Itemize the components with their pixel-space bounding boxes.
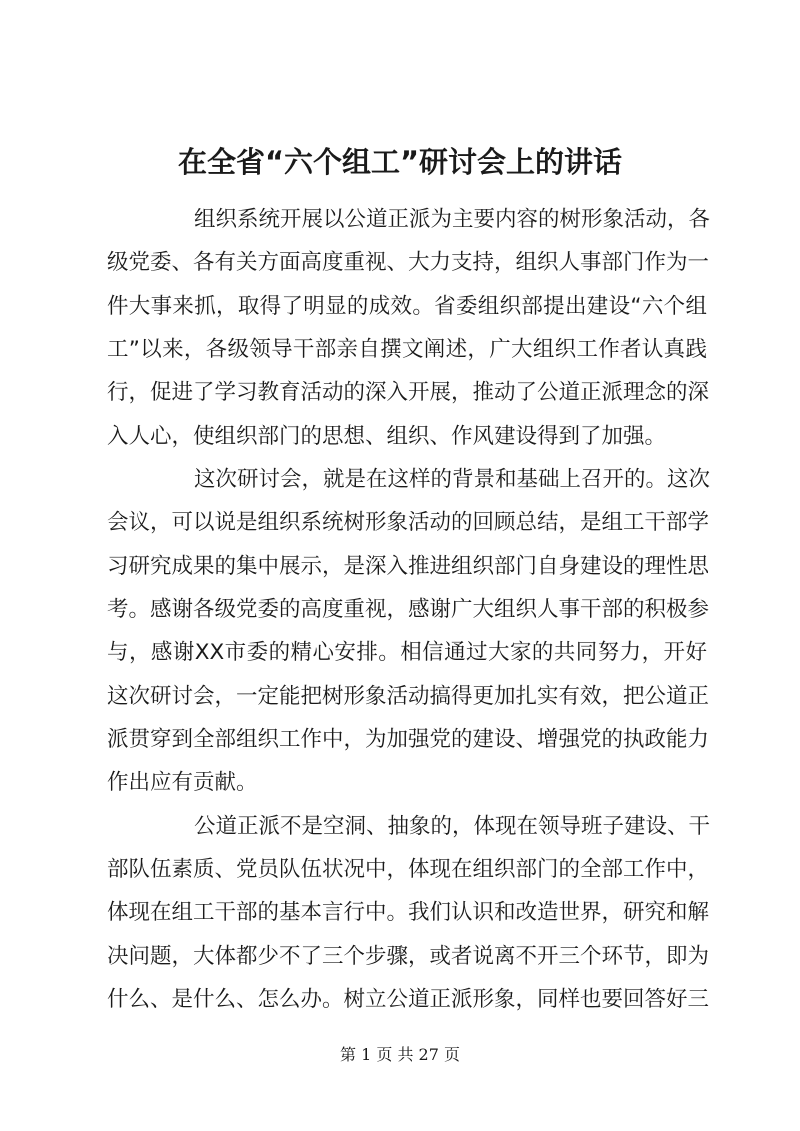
paragraph-2-line-5: 与，感谢XX市委的精心安排。相信通过大家的共同努力，开好 [107, 640, 707, 665]
paragraph-3-line-3: 体现在组工干部的基本言行中。我们认识和改造世界，研究和解 [107, 900, 710, 925]
paragraph-1-line-2: 级党委、各有关方面高度重视、大力支持，组织人事部门作为一 [107, 250, 710, 275]
paragraph-2-line-4: 考。感谢各级党委的高度重视，感谢广大组织人事干部的积极参 [107, 597, 710, 622]
document-title: 在全省“六个组工”研讨会上的讲话 [177, 145, 623, 179]
paragraph-2-line-1: 这次研讨会，就是在这样的背景和基础上召开的。这次 [194, 467, 711, 492]
paragraph-2-line-6: 这次研讨会，一定能把树形象活动搞得更加扎实有效，把公道正 [107, 684, 710, 709]
paragraph-3-line-2: 部队伍素质、党员队伍状况中，体现在组织部门的全部工作中， [107, 857, 710, 882]
paragraph-1-line-5: 行，促进了学习教育活动的深入开展，推动了公道正派理念的深 [107, 380, 710, 405]
paragraph-1-line-1: 组织系统开展以公道正派为主要内容的树形象活动，各 [194, 207, 711, 232]
paragraph-3-line-1: 公道正派不是空洞、抽象的，体现在领导班子建设、干 [194, 814, 711, 839]
paragraph-3-line-5: 什么、是什么、怎么办。树立公道正派形象，同样也要回答好三 [107, 987, 710, 1012]
paragraph-3-line-4: 决问题，大体都少不了三个步骤，或者说离不开三个环节，即为 [107, 944, 710, 969]
paragraph-1-line-3: 件大事来抓，取得了明显的成效。省委组织部提出建设“六个组 [107, 294, 707, 319]
paragraph-1-line-6: 入人心，使组织部门的思想、组织、作风建设得到了加强。 [107, 424, 667, 449]
page-footer: 第 1 页 共 27 页 [340, 1045, 460, 1064]
paragraph-1-line-4: 工”以来，各级领导干部亲自撰文阐述，广大组织工作者认真践 [107, 337, 707, 362]
paragraph-2-line-3: 习研究成果的集中展示，是深入推进组织部门自身建设的理性思 [107, 554, 710, 579]
paragraph-2-line-8: 作出应有贡献。 [107, 770, 258, 795]
paragraph-2-line-7: 派贯穿到全部组织工作中，为加强党的建设、增强党的执政能力 [107, 727, 710, 752]
paragraph-2-line-2: 会议，可以说是组织系统树形象活动的回顾总结，是组工干部学 [107, 510, 710, 535]
